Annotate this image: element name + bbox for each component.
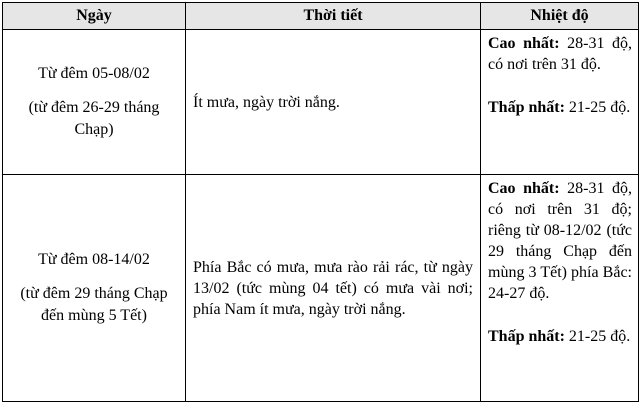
low-temperature [488, 97, 632, 118]
high-temperature [488, 178, 632, 304]
low-label: Thấp nhất: [488, 99, 565, 116]
day-cell [3, 175, 186, 402]
low-value: 21-25 độ. [564, 328, 631, 345]
low-value: 21-25 độ. [564, 99, 631, 116]
day-cell [3, 30, 186, 175]
low-label: Thấp nhất: [488, 328, 565, 345]
header-day: Ngày [3, 3, 186, 30]
day-lunar-range: (từ đêm 29 tháng Chạp đến mùng 5 Tết) [20, 285, 168, 324]
high-value: 28-31 độ, có nơi trên 31 độ; riêng từ 08-12/02 (tức 29 tháng Chạp đến mùng 3 Tết) phía Bắc: 24-27 độ. [488, 180, 632, 302]
day-range: Từ đêm 05-08/02 [38, 65, 150, 82]
high-temperature [488, 33, 632, 75]
high-value: 28-31 độ, có nơi trên 31 độ. [488, 35, 632, 73]
table-row [3, 30, 639, 175]
weather-cell: Phía Bắc có mưa, mưa rào rải rác, từ ngày 13/02 (tức mùng 04 tết) có mưa vài nơi; phía Nam ít mưa, ngày trời nắng. [186, 175, 481, 402]
temperature-cell [481, 30, 639, 175]
weather-cell: Ít mưa, ngày trời nắng. [186, 30, 481, 175]
header-weather: Thời tiết [186, 3, 481, 30]
forecast-table [2, 2, 639, 402]
low-temperature [488, 326, 632, 347]
header-temperature: Nhiệt độ [481, 3, 639, 30]
table-row [3, 175, 639, 402]
high-label: Cao nhất: [488, 180, 560, 197]
day-lunar-range: (từ đêm 26-29 tháng Chạp) [28, 99, 160, 138]
header-row [3, 3, 639, 30]
high-label: Cao nhất: [488, 35, 560, 52]
temperature-cell [481, 175, 639, 402]
day-range: Từ đêm 08-14/02 [38, 251, 150, 268]
